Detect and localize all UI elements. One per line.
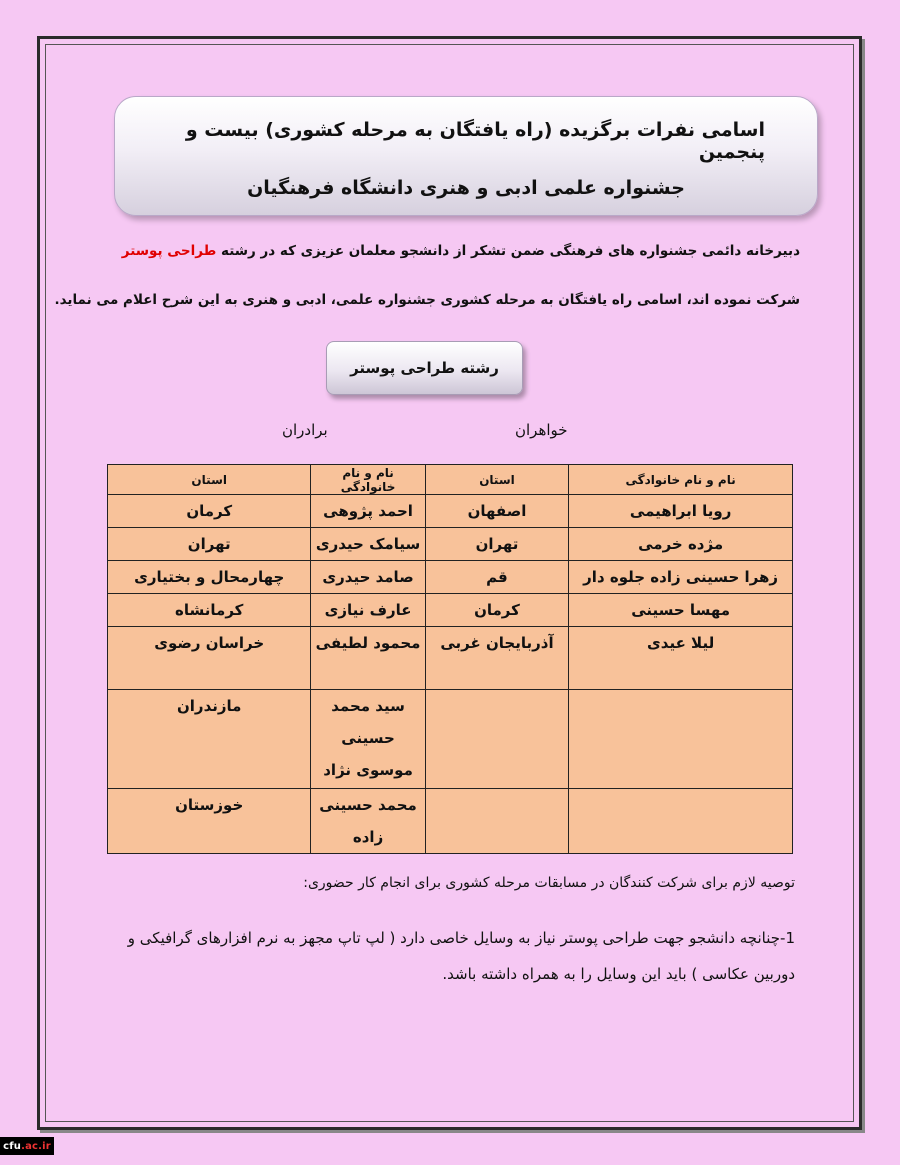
brother-province-cell: کرمان: [108, 495, 311, 528]
sister-name-cell: مژده خرمی: [569, 528, 793, 561]
sister-name-cell: زهرا حسینی زاده جلوه دار: [569, 561, 793, 594]
advice-heading: توصیه لازم برای شرکت کنندگان در مسابقات مرحله کشوری برای انجام کار حضوری:: [303, 875, 795, 891]
brother-name-cell: عارف نیازی: [311, 594, 425, 627]
sister-name-cell: لیلا عیدی: [569, 627, 793, 690]
brother-name-cell: محمد حسینی زاده: [311, 789, 425, 854]
sister-name-cell: [569, 690, 793, 789]
watermark-suffix: .ac.ir: [21, 1140, 51, 1152]
brother-province-cell: تهران: [108, 528, 311, 561]
sister-name-cell: رویا ابراهیمی: [569, 495, 793, 528]
table-row: [108, 561, 793, 594]
brother-province-cell: مازندران: [108, 690, 311, 789]
brother-name-cell: سید محمد حسینی موسوی نژاد: [311, 690, 425, 789]
title-line-2: جشنواره علمی ادبی و هنری دانشگاه فرهنگیان: [247, 177, 685, 199]
intro-paragraph-line-2: شرکت نموده اند، اسامی راه یافتگان به مرحله کشوری جشنواره علمی، ادبی و هنری به این شرح اعلام می نماید.: [54, 292, 800, 308]
sister-name-cell: [569, 789, 793, 854]
table-row: [108, 690, 793, 789]
header-name-sisters: نام و نام خانوادگی: [569, 465, 793, 495]
table-header-row: [108, 465, 793, 495]
brothers-label: برادران: [282, 421, 328, 439]
title-line-1: اسامی نفرات برگزیده (راه یافتگان به مرحله کشوری) بیست و پنجمین: [185, 119, 765, 163]
header-name-brothers: نام و نام خانوادگی: [311, 465, 425, 495]
brother-name-cell: احمد پژوهی: [311, 495, 425, 528]
sister-province-cell: کرمان: [425, 594, 569, 627]
site-watermark-logo: [0, 1137, 54, 1155]
table-row: [108, 627, 793, 690]
winners-table: [107, 464, 793, 854]
table-row: [108, 594, 793, 627]
sister-province-cell: اصفهان: [425, 495, 569, 528]
watermark-prefix: cfu: [3, 1140, 22, 1152]
table-row: [108, 495, 793, 528]
brother-province-cell: خوزستان: [108, 789, 311, 854]
sisters-label: خواهران: [515, 421, 568, 439]
intro-paragraph-line-1: [121, 243, 800, 259]
title-banner: [114, 96, 818, 216]
table-row: [108, 528, 793, 561]
sister-province-cell: [425, 690, 569, 789]
header-province-brothers: استان: [108, 465, 311, 495]
table-row: [108, 789, 793, 854]
brother-province-cell: کرمانشاه: [108, 594, 311, 627]
brother-province-cell: خراسان رضوی: [108, 627, 311, 690]
intro-text: دبیرخانه دائمی جشنواره های فرهنگی ضمن تشکر از دانشجو معلمان عزیزی که در رشته: [216, 243, 800, 259]
advice-item-1: 1-چنانچه دانشجو جهت طراحی پوستر نیاز به وسایل خاصی دارد ( لپ تاپ مجهز به نرم افزارهای گرافیکی و دوربین عکاسی ) باید این وسایل را به همراه داشته باشد.: [127, 929, 795, 983]
sister-name-cell: مهسا حسینی: [569, 594, 793, 627]
brother-name-cell: صامد حیدری: [311, 561, 425, 594]
intro-highlight-field: طراحی پوستر: [121, 243, 217, 259]
sister-province-cell: قم: [425, 561, 569, 594]
sister-province-cell: آذربایجان غربی: [425, 627, 569, 690]
sister-province-cell: [425, 789, 569, 854]
field-subtitle-badge: رشته طراحی پوستر: [326, 341, 523, 395]
brother-province-cell: چهارمحال و بختیاری: [108, 561, 311, 594]
brother-name-cell: محمود لطیفی: [311, 627, 425, 690]
header-province-sisters: استان: [425, 465, 569, 495]
brother-name-cell: سیامک حیدری: [311, 528, 425, 561]
sister-province-cell: تهران: [425, 528, 569, 561]
